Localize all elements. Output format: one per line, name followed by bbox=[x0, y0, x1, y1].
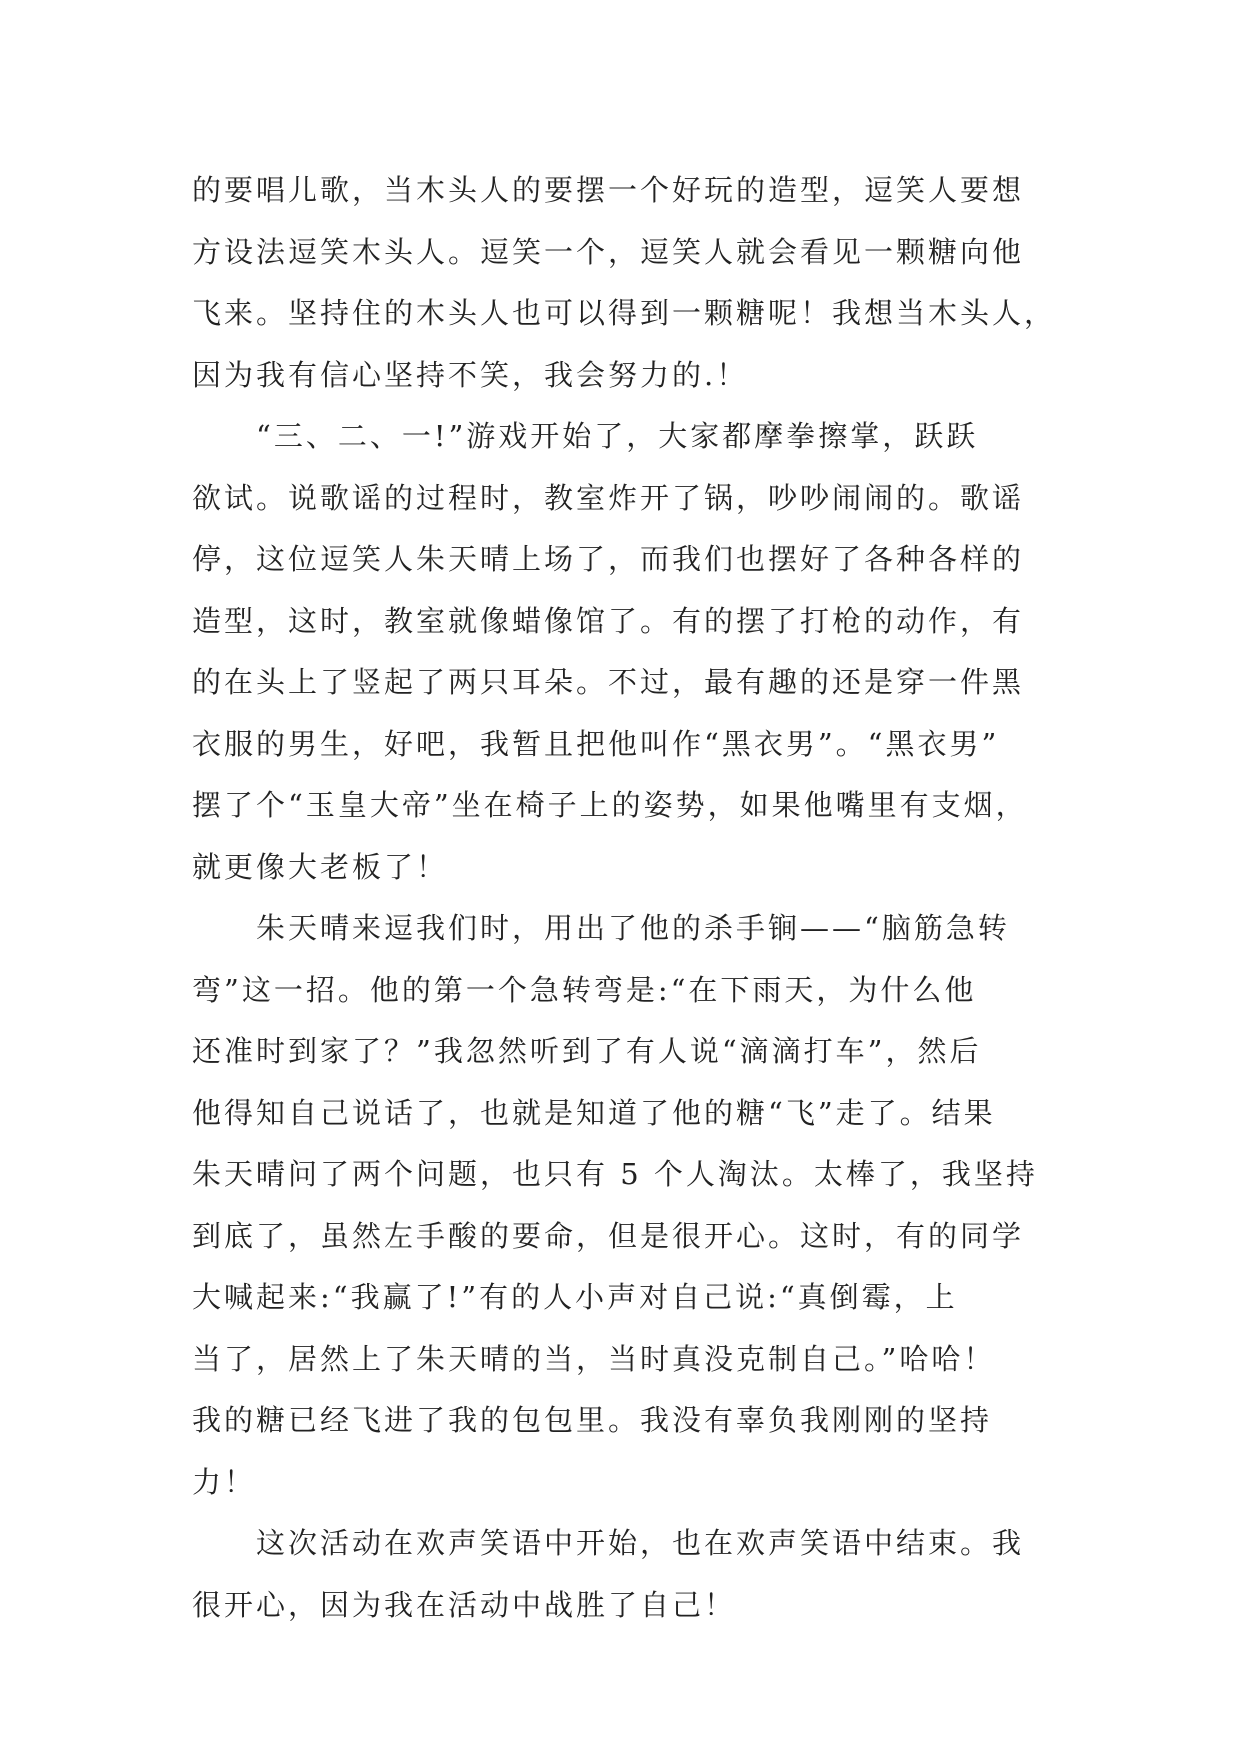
text-line: 我的糖已经飞进了我的包包里。我没有辜负我刚刚的坚持 bbox=[192, 1403, 993, 1437]
text-line: 摆了个“玉皇大帝”坐在椅子上的姿势，如果他嘴里有支烟， bbox=[192, 788, 1028, 822]
text-line: 很开心，因为我在活动中战胜了自己！ bbox=[192, 1587, 737, 1622]
text-line: 停，这位逗笑人朱天晴上场了，而我们也摆好了各种各样的 bbox=[192, 542, 1025, 576]
text-line: 他得知自己说话了，也就是知道了他的糖“飞”走了。结果 bbox=[192, 1095, 996, 1130]
text-line: 当了，居然上了朱天晴的当，当时真没克制自己。”哈哈！ bbox=[192, 1341, 996, 1376]
paragraph-first-line: 这次活动在欢声笑语中开始，也在欢声笑语中结束。我 bbox=[256, 1526, 1025, 1560]
paragraph-first-line: “三、二、一!”游戏开始了，大家都摩拳擦掌，跃跃 bbox=[256, 419, 979, 453]
text-line: 方设法逗笑木头人。逗笑一个，逗笑人就会看见一颗糖向他 bbox=[192, 234, 1025, 269]
text-line: 造型，这时，教室就像蜡像馆了。有的摆了打枪的动作，有 bbox=[192, 603, 1025, 638]
text-line: 还准时到家了？”我忽然听到了有人说“滴滴打车”，然后 bbox=[192, 1034, 982, 1068]
text-line: 飞来。坚持住的木头人也可以得到一颗糖呢！我想当木头人， bbox=[192, 296, 1057, 330]
text-line: 因为我有信心坚持不笑，我会努力的.！ bbox=[192, 357, 749, 392]
text-line: 衣服的男生，好吧，我暂且把他叫作“黑衣男”。“黑衣男” bbox=[192, 726, 1000, 761]
text-line: 大喊起来:“我赢了!”有的人小声对自己说:“真倒霉，上 bbox=[192, 1280, 958, 1314]
text-line: 就更像大老板了！ bbox=[192, 849, 449, 884]
text-line: 欲试。说歌谣的过程时，教室炸开了锅，吵吵闹闹的。歌谣 bbox=[192, 480, 1025, 515]
text-line: 弯”这一招。他的第一个急转弯是:“在下雨天，为什么他 bbox=[192, 972, 977, 1007]
document-body bbox=[192, 160, 1092, 1636]
text-line: 的在头上了竖起了两只耳朵。不过，最有趣的还是穿一件黑 bbox=[192, 665, 1025, 699]
text-line: 到底了，虽然左手酸的要命，但是很开心。这时，有的同学 bbox=[192, 1218, 1025, 1253]
text-line: 力！ bbox=[192, 1464, 257, 1499]
paragraph-first-line: 朱天晴来逗我们时，用出了他的杀手锏——“脑筋急转 bbox=[256, 911, 1010, 945]
text-line: 朱天晴问了两个问题，也只有 5 个人淘汰。太棒了，我坚持 bbox=[192, 1157, 1038, 1191]
text-line: 的要唱儿歌，当木头人的要摆一个好玩的造型，逗笑人要想 bbox=[192, 173, 1025, 207]
